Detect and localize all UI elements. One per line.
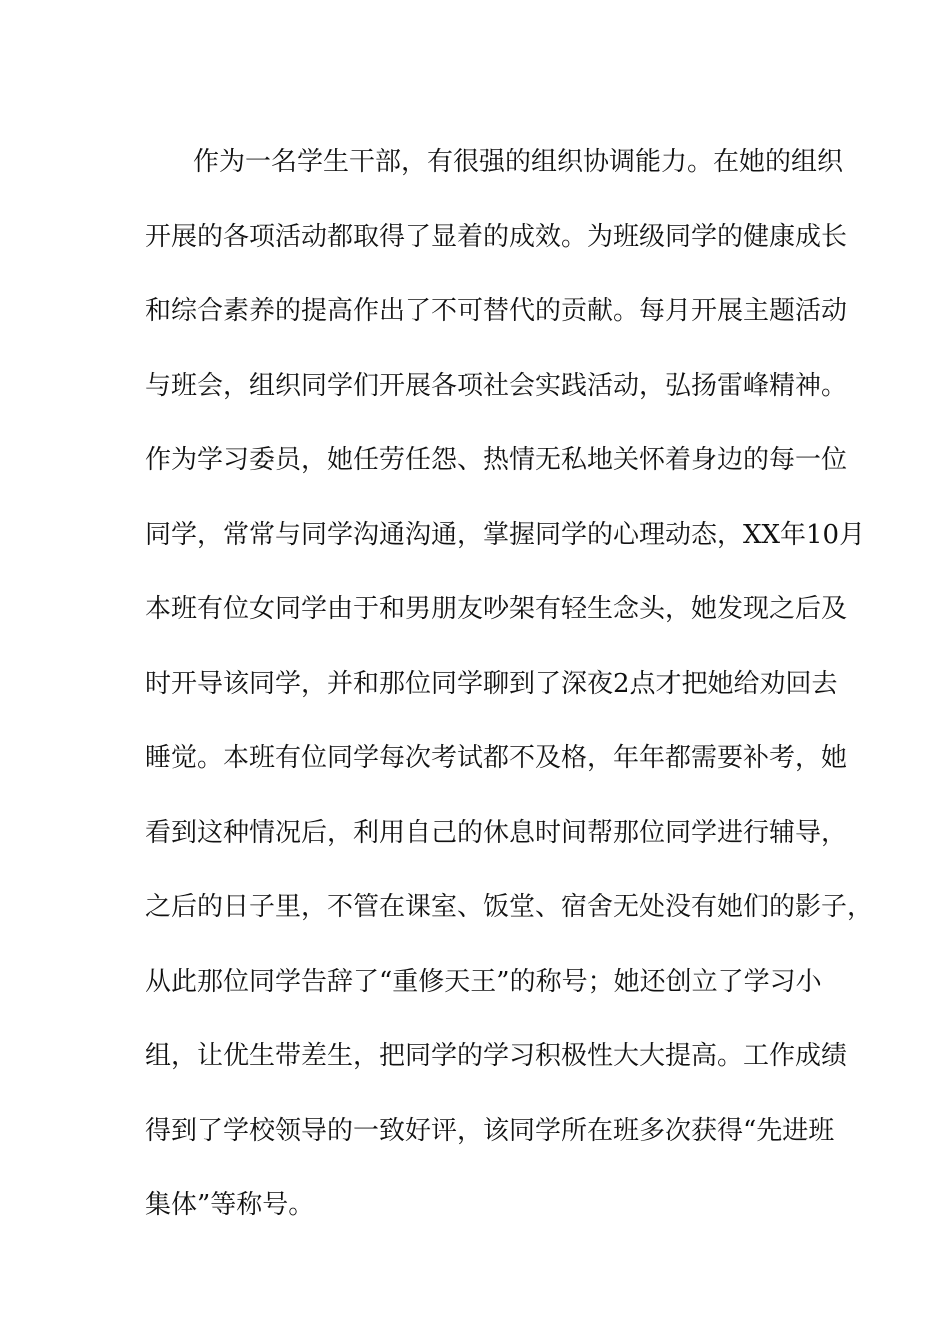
paragraph-line-11: 之后的日子里，不管在课室、饭堂、宿舍无处没有她们的影子， <box>145 892 874 922</box>
paragraph-line-2: 开展的各项活动都取得了显着的成效。为班级同学的健康成长 <box>145 221 848 252</box>
paragraph-line-5: 作为学习委员，她任劳任怨、热情无私地关怀着身边的每一位 <box>145 445 848 475</box>
paragraph-line-15: 集体”等称号。 <box>145 1190 315 1220</box>
paragraph-line-12: 从此那位同学告辞了“重修天王”的称号；她还创立了学习小 <box>145 966 822 997</box>
paragraph-line-1: 作为一名学生干部，有很强的组织协调能力。在她的组织 <box>193 147 844 177</box>
paragraph-line-9: 睡觉。本班有位同学每次考试都不及格，年年都需要补考，她 <box>145 743 848 773</box>
paragraph-line-14: 得到了学校领导的一致好评，该同学所在班多次获得“先进班 <box>145 1115 835 1146</box>
paragraph-line-8: 时开导该同学，并和那位同学聊到了深夜2点才把她给劝回去 <box>145 668 838 699</box>
paragraph-line-6: 同学，常常与同学沟通沟通，掌握同学的心理动态，XX年10月 <box>145 519 866 550</box>
paragraph-line-4: 与班会，组织同学们开展各项社会实践活动，弘扬雷峰精神。 <box>145 370 848 401</box>
body-paragraph <box>145 125 874 1243</box>
paragraph-line-3: 和综合素养的提高作出了不可替代的贡献。每月开展主题活动 <box>145 296 848 326</box>
paragraph-line-10: 看到这种情况后，利用自己的休息时间帮那位同学进行辅导， <box>145 817 848 848</box>
paragraph-line-7: 本班有位女同学由于和男朋友吵架有轻生念头，她发现之后及 <box>145 594 848 624</box>
paragraph-line-13: 组，让优生带差生，把同学的学习积极性大大提高。工作成绩 <box>145 1041 848 1071</box>
